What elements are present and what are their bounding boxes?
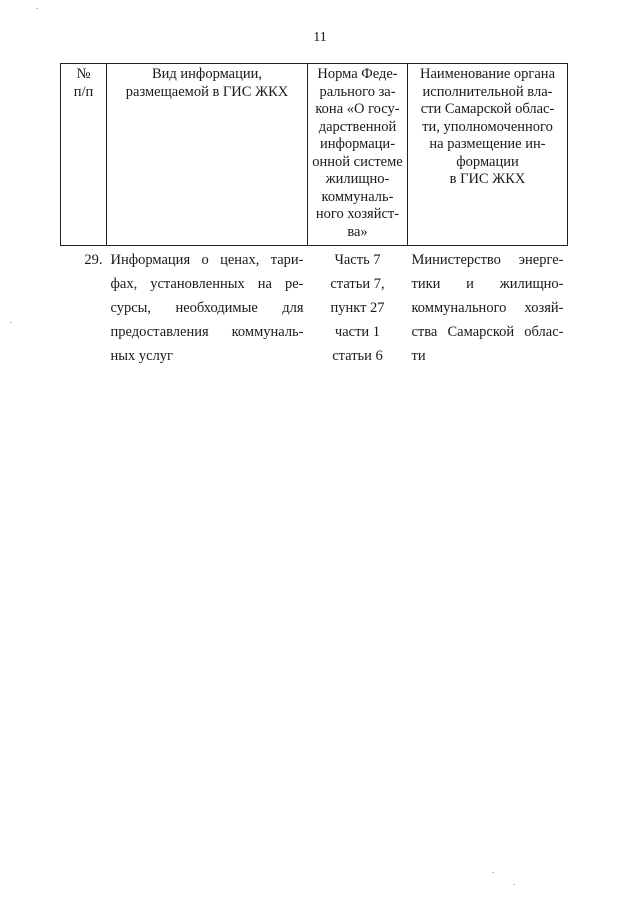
header-line: №: [76, 66, 91, 82]
page-number: 11: [313, 30, 327, 45]
header-info-type: [107, 64, 308, 246]
info-line: предоставления коммуналь-: [110, 324, 304, 340]
header-line: кона «О госу-: [315, 101, 400, 117]
info-line: ных услуг: [110, 348, 173, 364]
header-number: [61, 64, 107, 246]
scan-speck: [10, 322, 12, 323]
header-line: Наименование органа: [419, 66, 556, 82]
header-line: дарственной: [318, 118, 397, 135]
header-line: информаци-: [319, 136, 396, 152]
header-line: размещаемой в ГИС ЖКХ: [125, 83, 289, 100]
header-line: на размещение ин-: [429, 136, 546, 152]
header-line: онной системе: [312, 153, 403, 170]
scan-speck: [492, 872, 494, 873]
norm-line: пункт 27: [330, 300, 385, 316]
header-line: ти, уполномоченного: [422, 118, 553, 135]
row-number: 29.: [84, 252, 103, 268]
header-line: Вид информации,: [151, 66, 263, 82]
authority-line: ства Самарской облас-: [411, 324, 564, 340]
authority-line: тики и жилищно-: [411, 276, 564, 292]
norm-line: части 1: [334, 324, 381, 340]
header-law-norm: [308, 64, 408, 246]
info-line: сурсы, необходимые для: [110, 300, 304, 316]
scan-speck: [513, 884, 515, 885]
header-line: Норма Феде-: [317, 66, 398, 82]
header-line: ва»: [347, 223, 368, 240]
info-line: фах, установленных на ре-: [110, 276, 304, 292]
header-line: сти Самарской облас-: [420, 101, 555, 117]
authority-line: ти: [411, 348, 426, 364]
authority-line: Министерство энерге-: [411, 252, 564, 268]
norm-line: статьи 7,: [330, 276, 385, 292]
header-authority: [408, 64, 568, 246]
header-line: рального за-: [319, 83, 396, 100]
header-line: в ГИС ЖКХ: [449, 171, 526, 187]
header-row: [61, 64, 568, 246]
info-line: Информация о ценах, тари-: [110, 252, 304, 268]
authority-line: коммунального хозяй-: [411, 300, 564, 316]
row-info-type: [107, 246, 308, 369]
info-table: [60, 63, 568, 368]
header-line: ного хозяйст-: [315, 206, 400, 222]
table-row: [61, 246, 568, 369]
row-authority: [408, 246, 568, 369]
row-law-norm: [308, 246, 408, 369]
header-line: жилищно-: [325, 171, 390, 187]
header-line: исполнительной вла-: [422, 83, 553, 100]
header-line: коммуналь-: [321, 188, 394, 205]
table-header: [61, 64, 568, 246]
header-line: формации: [456, 153, 519, 170]
norm-line: Часть 7: [334, 252, 381, 268]
header-line: п/п: [73, 83, 94, 100]
scan-speck: [36, 8, 38, 9]
norm-line: статьи 6: [332, 348, 383, 364]
